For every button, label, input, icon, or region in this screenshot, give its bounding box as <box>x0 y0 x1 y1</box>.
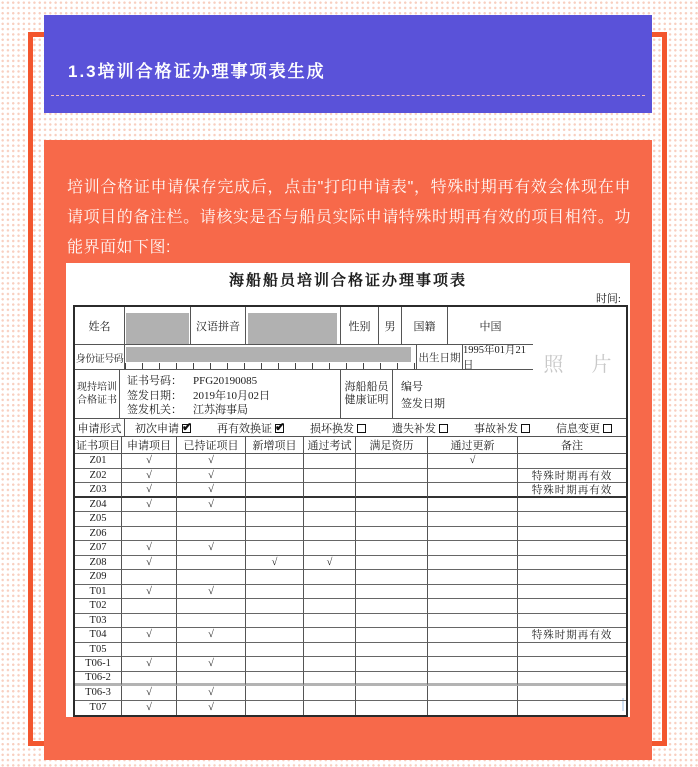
current-cert-label: 现持培训 合格证书 <box>75 370 120 419</box>
item-row <box>75 643 626 658</box>
item-row <box>75 614 626 629</box>
item-row <box>75 483 626 498</box>
cell-new <box>246 454 304 469</box>
cell-new <box>246 628 304 643</box>
cell-code: T07 <box>75 701 122 716</box>
cell-apply: √ <box>122 556 177 571</box>
cell-apply: √ <box>122 585 177 600</box>
cell-new <box>246 541 304 556</box>
cell-code: T06-3 <box>75 686 122 701</box>
cell-apply <box>122 643 177 658</box>
cert-no-label: 证书号码： <box>127 375 182 387</box>
cell-experience <box>356 599 428 614</box>
cell-experience <box>356 701 428 716</box>
item-row <box>75 570 626 585</box>
header-remark: 备注 <box>518 437 626 454</box>
cell-code: Z07 <box>75 541 122 556</box>
item-row <box>75 657 626 672</box>
health-issue-label: 签发日期 <box>401 398 445 410</box>
cell-remark <box>518 512 626 527</box>
cell-apply <box>122 527 177 542</box>
cell-experience <box>356 585 428 600</box>
cell-experience <box>356 527 428 542</box>
cell-remark <box>518 643 626 658</box>
cell-remark <box>518 672 626 687</box>
cell-remark: 特殊时期再有效 <box>518 628 626 643</box>
cell-new <box>246 599 304 614</box>
cell-exam <box>304 454 356 469</box>
gender-label: 性别 <box>341 307 379 345</box>
item-row <box>75 469 626 484</box>
cell-held: √ <box>177 498 246 513</box>
cell-apply: √ <box>122 454 177 469</box>
cell-exam: √ <box>304 556 356 571</box>
cell-exam <box>304 585 356 600</box>
checkbox-icon <box>357 424 366 433</box>
issue-date-label: 签发日期： <box>127 389 182 402</box>
cell-apply <box>122 614 177 629</box>
cell-remark <box>518 527 626 542</box>
cell-update <box>428 657 518 672</box>
cell-held: √ <box>177 469 246 484</box>
cell-exam <box>304 628 356 643</box>
cell-update <box>428 527 518 542</box>
option-label: 事故补发 <box>474 422 518 435</box>
current-cert-info <box>120 370 341 419</box>
cell-new <box>246 585 304 600</box>
cell-apply: √ <box>122 701 177 716</box>
cell-new <box>246 512 304 527</box>
cell-update <box>428 498 518 513</box>
item-row <box>75 541 626 556</box>
cell-exam <box>304 527 356 542</box>
items-body <box>75 454 626 715</box>
cell-experience <box>356 614 428 629</box>
apply-form-option <box>135 420 191 436</box>
birth-date-value: 1995年01月21日 <box>463 345 533 370</box>
apply-form-option <box>474 420 530 436</box>
option-label: 遗失补发 <box>392 422 436 435</box>
cell-remark <box>518 454 626 469</box>
item-row <box>75 599 626 614</box>
header-exam: 通过考试 <box>304 437 356 454</box>
cell-apply <box>122 570 177 585</box>
header-apply: 申请项目 <box>122 437 177 454</box>
birth-date-label: 出生日期 <box>417 345 463 370</box>
cell-code: T06-2 <box>75 672 122 687</box>
apply-type-label: 申请形式 <box>75 419 125 437</box>
cell-experience <box>356 483 428 498</box>
cell-code: T03 <box>75 614 122 629</box>
health-cert-label: 海船船员 健康证明 <box>341 370 393 419</box>
apply-type-row <box>75 419 626 437</box>
photo-placeholder: 照 片 <box>533 307 626 419</box>
cell-update <box>428 701 518 716</box>
item-row <box>75 454 626 469</box>
cell-experience <box>356 512 428 527</box>
checkbox-icon <box>275 424 284 433</box>
cell-apply <box>122 599 177 614</box>
cell-new <box>246 701 304 716</box>
option-label: 信息变更 <box>556 422 600 435</box>
section-title: 1.3培训合格证办理事项表生成 <box>68 62 326 81</box>
redaction-box <box>248 313 337 345</box>
dashed-divider <box>51 95 645 96</box>
id-number-label: 身份证号码 <box>75 345 125 370</box>
cell-update <box>428 686 518 701</box>
item-row <box>75 686 626 701</box>
header-new: 新增项目 <box>246 437 304 454</box>
cell-update <box>428 672 518 687</box>
cell-update <box>428 628 518 643</box>
cell-experience <box>356 556 428 571</box>
header-cert-item: 证书项目 <box>75 437 122 454</box>
cell-update: √ <box>428 454 518 469</box>
cell-remark <box>518 570 626 585</box>
cell-remark <box>518 585 626 600</box>
cell-code: Z08 <box>75 556 122 571</box>
header-update: 通过更新 <box>428 437 518 454</box>
cert-no-value: PFG20190085 <box>193 375 258 387</box>
cell-new <box>246 483 304 498</box>
cell-exam <box>304 483 356 498</box>
cell-remark <box>518 498 626 513</box>
cell-apply: √ <box>122 686 177 701</box>
application-form-table <box>73 305 628 717</box>
cell-held: √ <box>177 701 246 716</box>
cell-held <box>177 614 246 629</box>
checkbox-icon <box>603 424 612 433</box>
checkbox-icon <box>521 424 530 433</box>
issue-date-value: 2019年10月02日 <box>193 389 270 402</box>
cell-code: Z01 <box>75 454 122 469</box>
cell-exam <box>304 512 356 527</box>
cell-code: Z02 <box>75 469 122 484</box>
cell-exam <box>304 701 356 716</box>
option-label: 损坏换发 <box>310 422 354 435</box>
redaction-box <box>126 313 189 345</box>
apply-type-options <box>125 419 626 437</box>
cell-held: √ <box>177 686 246 701</box>
cell-new <box>246 469 304 484</box>
cell-remark <box>518 657 626 672</box>
content-card <box>44 140 652 760</box>
cell-code: T06-1 <box>75 657 122 672</box>
item-row <box>75 512 626 527</box>
cell-update <box>428 614 518 629</box>
option-label: 初次申请 <box>135 422 179 435</box>
cell-held: √ <box>177 585 246 600</box>
cell-apply: √ <box>122 628 177 643</box>
cell-new <box>246 614 304 629</box>
gender-value: 男 <box>379 307 402 345</box>
cell-remark <box>518 614 626 629</box>
item-row <box>75 556 626 571</box>
form-screenshot <box>66 263 630 717</box>
cell-apply: √ <box>122 483 177 498</box>
health-no-label: 编号 <box>401 381 423 393</box>
option-label: 再有效换证 <box>217 422 272 435</box>
health-cert-number-cell <box>393 370 533 419</box>
cell-new: √ <box>246 556 304 571</box>
cell-new <box>246 672 304 687</box>
cell-update <box>428 512 518 527</box>
cell-update <box>428 570 518 585</box>
cell-held <box>177 556 246 571</box>
cell-held: √ <box>177 454 246 469</box>
nationality-value: 中国 <box>448 307 533 345</box>
cell-experience <box>356 541 428 556</box>
cell-held: √ <box>177 657 246 672</box>
item-row <box>75 585 626 600</box>
cell-exam <box>304 570 356 585</box>
cell-code: Z04 <box>75 498 122 513</box>
cell-held <box>177 512 246 527</box>
cell-update <box>428 556 518 571</box>
cell-update <box>428 599 518 614</box>
cell-code: Z05 <box>75 512 122 527</box>
cell-experience <box>356 454 428 469</box>
cell-apply: √ <box>122 469 177 484</box>
name-redacted-cell <box>125 307 191 345</box>
cell-held <box>177 570 246 585</box>
nationality-label: 国籍 <box>402 307 448 345</box>
header-held: 已持证项目 <box>177 437 246 454</box>
cell-experience <box>356 657 428 672</box>
cell-experience <box>356 643 428 658</box>
header-experience: 满足资历 <box>356 437 428 454</box>
cell-remark <box>518 599 626 614</box>
cell-held <box>177 643 246 658</box>
item-row <box>75 498 626 513</box>
item-row <box>75 527 626 542</box>
cell-code: T02 <box>75 599 122 614</box>
cell-code: T04 <box>75 628 122 643</box>
cell-code: T01 <box>75 585 122 600</box>
cell-experience <box>356 672 428 687</box>
cell-exam <box>304 498 356 513</box>
cell-held: √ <box>177 541 246 556</box>
cell-experience <box>356 686 428 701</box>
issue-org-value: 江苏海事局 <box>193 404 248 416</box>
apply-form-option <box>310 420 366 436</box>
cell-update <box>428 643 518 658</box>
cell-code: Z09 <box>75 570 122 585</box>
item-row <box>75 628 626 643</box>
time-label: 时间: <box>595 293 621 305</box>
cell-remark <box>518 556 626 571</box>
cell-update <box>428 585 518 600</box>
cell-new <box>246 498 304 513</box>
cell-exam <box>304 643 356 658</box>
cell-apply <box>122 672 177 687</box>
cell-exam <box>304 657 356 672</box>
cell-apply: √ <box>122 541 177 556</box>
cell-remark: 特殊时期再有效 <box>518 469 626 484</box>
checkbox-icon <box>182 424 191 433</box>
redaction-box <box>126 347 411 362</box>
form-title: 海船船员培训合格证办理事项表 <box>228 273 467 289</box>
cell-remark: 特殊时期再有效 <box>518 483 626 498</box>
cell-experience <box>356 498 428 513</box>
cell-code: T05 <box>75 643 122 658</box>
items-header-row <box>75 437 626 454</box>
cell-code: Z03 <box>75 483 122 498</box>
cell-update <box>428 483 518 498</box>
cell-exam <box>304 599 356 614</box>
cell-code: Z06 <box>75 527 122 542</box>
apply-form-option <box>556 420 612 436</box>
cell-exam <box>304 541 356 556</box>
cell-remark <box>518 686 626 701</box>
checkbox-icon <box>439 424 448 433</box>
apply-form-option <box>217 420 284 436</box>
cell-update <box>428 541 518 556</box>
cell-new <box>246 657 304 672</box>
issue-org-label: 签发机关： <box>127 404 182 416</box>
cell-experience <box>356 469 428 484</box>
id-number-redacted-cell <box>125 345 417 370</box>
cell-held <box>177 672 246 687</box>
intro-paragraph: 培训合格证申请保存完成后，点击"打印申请表"，特殊时期再有效会体现在申请项目的备注栏。请核实是否与船员实际申请特殊时期再有效的项目相符。功能界面如下图: <box>67 179 631 256</box>
cell-remark <box>518 701 626 716</box>
cell-exam <box>304 672 356 687</box>
item-row <box>75 701 626 716</box>
cell-held: √ <box>177 628 246 643</box>
cell-held <box>177 599 246 614</box>
item-row <box>75 672 626 687</box>
apply-form-option <box>392 420 448 436</box>
section-header-card <box>44 15 652 113</box>
cell-exam <box>304 686 356 701</box>
cell-apply: √ <box>122 657 177 672</box>
name-label: 姓名 <box>75 307 125 345</box>
pinyin-redacted-cell <box>246 307 341 345</box>
cell-held <box>177 527 246 542</box>
cell-new <box>246 686 304 701</box>
cell-new <box>246 527 304 542</box>
cell-remark <box>518 541 626 556</box>
cell-update <box>428 469 518 484</box>
cell-apply <box>122 512 177 527</box>
cell-experience <box>356 628 428 643</box>
cell-exam <box>304 469 356 484</box>
pinyin-label: 汉语拼音 <box>191 307 246 345</box>
cell-exam <box>304 614 356 629</box>
cell-new <box>246 643 304 658</box>
cell-experience <box>356 570 428 585</box>
cell-apply: √ <box>122 498 177 513</box>
cell-new <box>246 570 304 585</box>
cell-held: √ <box>177 483 246 498</box>
